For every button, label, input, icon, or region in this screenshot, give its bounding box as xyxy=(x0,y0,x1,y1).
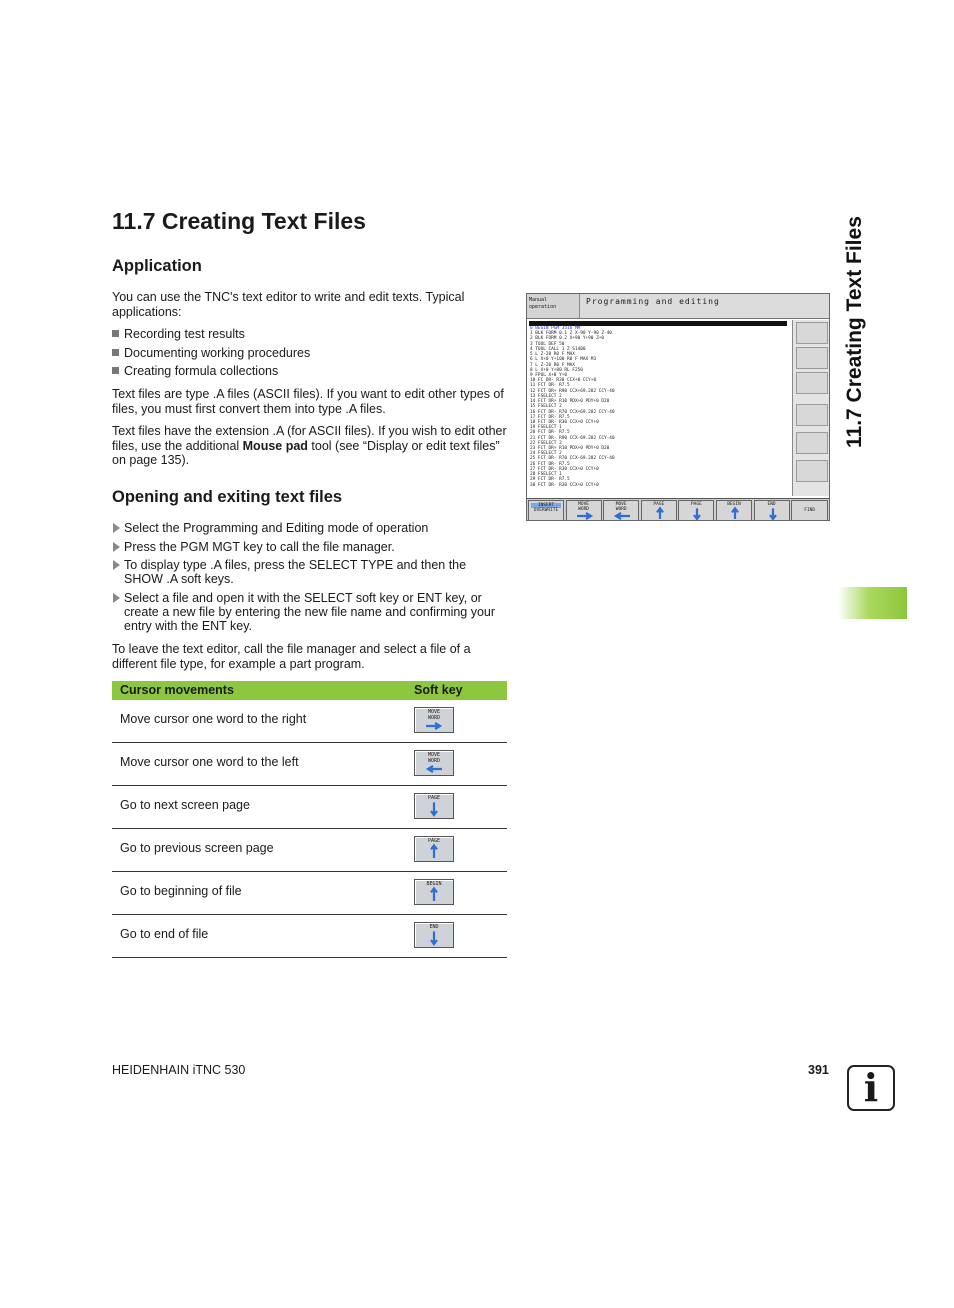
step-item: Press the PGM MGT key to call the file manager. xyxy=(112,540,507,554)
screen-header xyxy=(527,294,829,319)
side-key-t xyxy=(796,372,828,394)
programming-mode-label: Programming and editing xyxy=(586,297,720,306)
page-title: 11.7 Creating Text Files xyxy=(112,208,366,234)
screen-side-softkeys xyxy=(792,320,830,496)
program-line: 0 BEGIN PGM 3516 MM xyxy=(530,326,581,331)
side-key-m xyxy=(796,322,828,344)
table-row xyxy=(112,872,507,915)
table-row xyxy=(112,915,507,958)
square-bullet-icon xyxy=(112,330,119,337)
chapter-side-title: 11.7 Creating Text Files xyxy=(843,216,866,448)
program-line: 21 FCT DR- R90 CCX-69.282 CCY-40 xyxy=(530,435,615,441)
program-line: 11 FCT DR- R7.5 xyxy=(530,383,570,389)
program-line: 25 FCT DR- R70 CCX-69.282 CCY-40 xyxy=(530,456,615,462)
steps-list xyxy=(112,521,507,637)
soft-key-image xyxy=(414,707,454,733)
program-line: 10 FC DR- R30 CCX+0 CCY+0 xyxy=(530,378,597,384)
program-line: 18 FCT DR- R30 CCX+0 CCY+0 xyxy=(530,419,599,425)
program-line: 3 TOOL DEF 50 xyxy=(530,341,565,347)
program-line: 15 FSELECT 2 xyxy=(530,404,562,410)
program-line: 13 FSELECT 2 xyxy=(530,393,562,399)
cursor-movement-description: Go to beginning of file xyxy=(120,884,242,898)
program-line: 23 FCT DR+ R10 PDX+0 PDY+0 D20 xyxy=(530,446,610,452)
side-key-s xyxy=(796,347,828,369)
program-line: 27 FCT DR- R30 CCX+0 CCY+0 xyxy=(530,466,599,472)
program-line: 5 L Z-20 R0 F MAX xyxy=(530,352,575,358)
arrow-down-icon xyxy=(755,501,791,521)
program-line: 14 FCT DR+ R10 PDX+0 PDY+0 D20 xyxy=(530,399,610,405)
table-header xyxy=(112,681,507,700)
triangle-bullet-icon xyxy=(113,593,120,603)
table-row xyxy=(112,829,507,872)
screen-softkey: BEGIN xyxy=(716,500,752,521)
program-line: 24 FSELECT 2 xyxy=(530,451,562,457)
soft-key-image xyxy=(414,750,454,776)
soft-key-image xyxy=(414,793,454,819)
screen-softkey: INSERT OVERWRITE xyxy=(528,500,564,521)
arrow-up-icon xyxy=(415,880,453,904)
screen-softkey: MOVE WORD xyxy=(566,500,602,521)
step-item: Select the Programming and Editing mode of operation xyxy=(112,521,507,535)
program-line: 22 FSELECT 2 xyxy=(530,440,562,446)
program-line: 29 FCT DR- R7.5 xyxy=(530,477,570,483)
application-heading: Application xyxy=(112,257,202,275)
program-line: 20 FCT DR- R7.5 xyxy=(530,430,570,436)
side-key-s-off xyxy=(796,432,828,454)
arrow-down-icon xyxy=(415,794,453,818)
side-key-s-plus xyxy=(796,404,828,426)
arrow-right-icon xyxy=(415,708,453,732)
program-line: 2 BLK FORM 0.2 X+90 Y+90 Z+0 xyxy=(530,336,605,342)
screen-softkey: END xyxy=(754,500,790,521)
leave-editor-paragraph: To leave the text editor, call the file manager and select a file of a different file type, for example a part program. xyxy=(112,642,471,671)
triangle-bullet-icon xyxy=(113,542,120,552)
arrow-up-icon xyxy=(415,837,453,861)
cursor-movement-description: Move cursor one word to the left xyxy=(120,755,299,769)
cursor-movement-description: Go to end of file xyxy=(120,927,209,941)
program-line: 8 L X+0 Y+80 RL F250 xyxy=(530,367,583,373)
program-line: 19 FSELECT 1 xyxy=(530,425,562,431)
arrow-right-icon xyxy=(567,501,603,521)
soft-key-label: PAGE xyxy=(427,838,441,844)
application-intro: You can use the TNC's text editor to write and edit texts. Typical applications: xyxy=(112,290,465,319)
screen-softkey: PAGE xyxy=(678,500,714,521)
arrow-up-icon xyxy=(717,501,753,521)
soft-key-label: BEGIN xyxy=(426,881,442,887)
column-header-cursor-movements: Cursor movements xyxy=(120,683,234,697)
arrow-up-icon xyxy=(642,501,678,521)
cursor-movements-table xyxy=(112,681,507,958)
soft-key-label: MOVE WORD xyxy=(427,752,441,764)
program-line: 26 FCT DR- R7.5 xyxy=(530,461,570,467)
square-bullet-icon xyxy=(112,367,119,374)
triangle-bullet-icon xyxy=(113,560,120,570)
machine-mode-label: Manual operation xyxy=(529,297,557,310)
side-key-s-minus xyxy=(796,460,828,482)
program-listing xyxy=(530,326,788,488)
bullet-item: Recording test results xyxy=(112,327,507,346)
page-number: 391 xyxy=(808,1063,829,1077)
program-line: 7 L Z-20 R0 F MAX xyxy=(530,362,575,368)
step-item: To display type .A files, press the SELECT TYPE and then the SHOW .A soft keys. xyxy=(112,558,507,586)
triangle-bullet-icon xyxy=(113,523,120,533)
step-item: Select a file and open it with the SELECT soft key or ENT key, or create a new file by entering the new file name and confirming your entry with the ENT key. xyxy=(112,591,507,633)
screen-softkey: PAGE xyxy=(641,500,677,521)
application-bullet-list xyxy=(112,327,507,383)
program-line: 17 FCT DR- R7.5 xyxy=(530,414,570,420)
bullet-item: Creating formula collections xyxy=(112,364,507,383)
program-line: 12 FCT DR+ R90 CCX+69.282 CCY-40 xyxy=(530,388,615,394)
screen-softkey-row xyxy=(527,498,829,521)
cursor-movement-description: Move cursor one word to the right xyxy=(120,712,307,726)
chapter-tab-marker xyxy=(838,587,907,619)
screen-softkey: MOVE WORD xyxy=(603,500,639,521)
extension-paragraph: Text files have the extension .A (for ASCII files). If you wish to edit other files, use the additional Mouse pad tool (see “Display or edit text files” on page 135). xyxy=(112,424,507,467)
soft-key-label: PAGE xyxy=(427,795,441,801)
arrow-left-icon xyxy=(415,751,453,775)
program-line: 30 FCT DR- R30 CCX+0 CCY+0 xyxy=(530,482,599,488)
program-line: 6 L X+0 Y+100 R0 F MAX M3 xyxy=(530,357,597,363)
cursor-movement-description: Go to previous screen page xyxy=(120,841,274,855)
info-icon: i xyxy=(847,1065,895,1111)
program-line: 16 FCT DR- R70 CCX+69.282 CCY-40 xyxy=(530,409,615,415)
program-line: 4 TOOL CALL 1 Z S1400 xyxy=(530,346,586,352)
ascii-files-paragraph: Text files are type .A files (ASCII files). If you want to edit other types of files, you must first convert them into type .A files. xyxy=(112,387,504,416)
mouse-pad-term: Mouse pad xyxy=(242,438,308,453)
table-row xyxy=(112,743,507,786)
program-line: 28 FSELECT 1 xyxy=(530,472,562,478)
footer-product-name: HEIDENHAIN iTNC 530 xyxy=(112,1063,246,1077)
soft-key-image xyxy=(414,879,454,905)
column-header-soft-key: Soft key xyxy=(414,683,463,697)
arrow-down-icon xyxy=(679,501,715,521)
tnc-screen-image xyxy=(526,293,830,521)
arrow-left-icon xyxy=(604,501,640,521)
soft-key-image xyxy=(414,836,454,862)
program-line: 9 FPOL X+0 Y+0 xyxy=(530,372,568,378)
table-body xyxy=(112,700,507,958)
table-row xyxy=(112,700,507,743)
square-bullet-icon xyxy=(112,349,119,356)
soft-key-label: END xyxy=(429,924,439,930)
programming-mode-box xyxy=(579,294,830,318)
soft-key-label: MOVE WORD xyxy=(427,709,441,721)
bullet-item: Documenting working procedures xyxy=(112,346,507,365)
program-line: 1 BLK FORM 0.1 Z X-90 Y-90 Z-40 xyxy=(530,331,612,337)
table-row xyxy=(112,786,507,829)
cursor-movement-description: Go to next screen page xyxy=(120,798,250,812)
soft-key-image xyxy=(414,922,454,948)
opening-heading: Opening and exiting text files xyxy=(112,488,343,506)
screen-softkey: FIND xyxy=(791,500,828,521)
arrow-down-icon xyxy=(415,923,453,947)
